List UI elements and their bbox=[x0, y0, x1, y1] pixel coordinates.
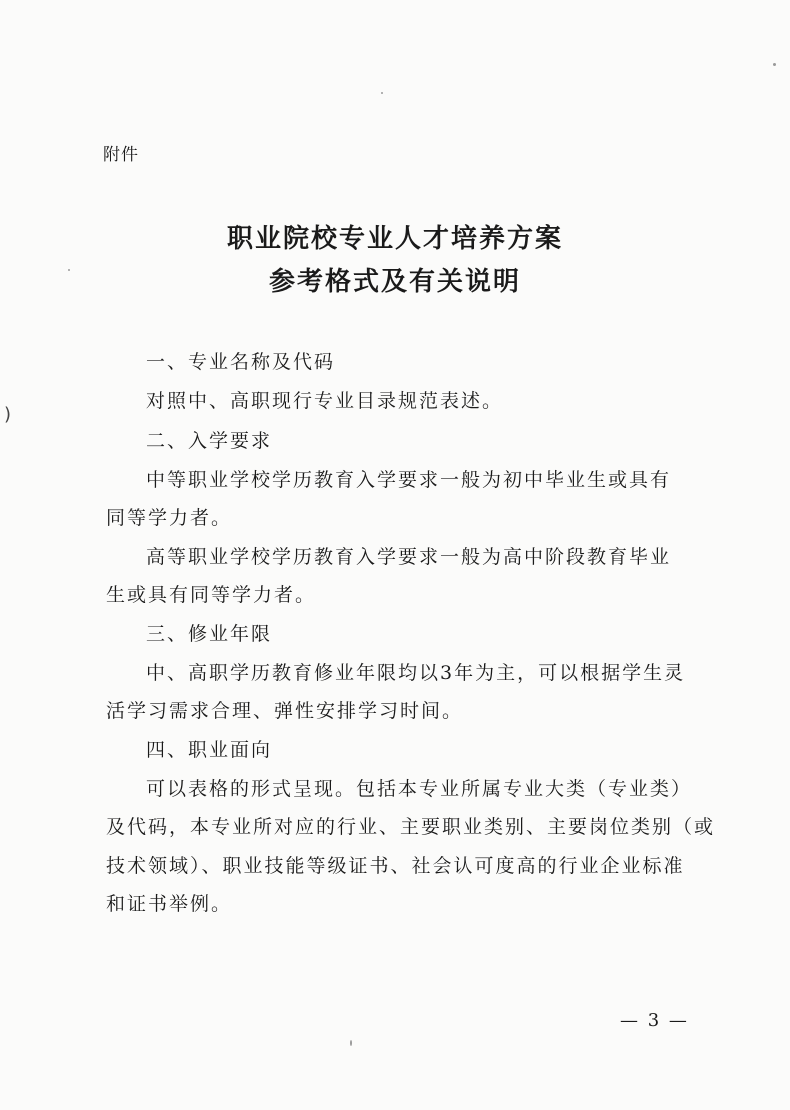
section-heading: 三、修业年限 bbox=[146, 623, 273, 645]
paragraph-line: 中等职业学校学历教育入学要求一般为初中毕业生或具有 bbox=[146, 469, 672, 491]
scan-speck bbox=[381, 92, 383, 94]
page-number: — 3 — bbox=[620, 1010, 689, 1031]
attachment-label: 附件 bbox=[103, 145, 139, 165]
paragraph-line: 及代码，本专业所对应的行业、主要职业类别、主要岗位类别（或 bbox=[106, 816, 716, 838]
document-title-line-1: 职业院校专业人才培养方案 bbox=[226, 224, 563, 254]
paragraph-line: 活学习需求合理、弹性安排学习时间。 bbox=[106, 700, 464, 722]
paragraph-line: 生或具有同等学力者。 bbox=[106, 584, 317, 606]
margin-mark: ) bbox=[4, 404, 12, 425]
paragraph-line: 中、高职学历教育修业年限均以3年为主，可以根据学生灵 bbox=[146, 662, 686, 684]
paragraph-line: 对照中、高职现行专业目录规范表述。 bbox=[146, 390, 504, 412]
scan-speck bbox=[350, 1040, 352, 1046]
section-heading: 一、专业名称及代码 bbox=[146, 351, 336, 373]
paragraph-line: 可以表格的形式呈现。包括本专业所属专业大类（专业类） bbox=[146, 778, 693, 800]
section-heading: 四、职业面向 bbox=[146, 739, 273, 761]
paragraph-line: 和证书举例。 bbox=[106, 893, 233, 915]
paragraph-line: 高等职业学校学历教育入学要求一般为高中阶段教育毕业 bbox=[146, 546, 672, 568]
paragraph-line: 技术领域）、职业技能等级证书、社会认可度高的行业企业标准 bbox=[106, 855, 685, 877]
section-heading: 二、入学要求 bbox=[146, 430, 273, 452]
scan-speck bbox=[773, 63, 776, 66]
document-title-line-2: 参考格式及有关说明 bbox=[268, 267, 521, 297]
paragraph-line: 同等学力者。 bbox=[106, 507, 233, 529]
